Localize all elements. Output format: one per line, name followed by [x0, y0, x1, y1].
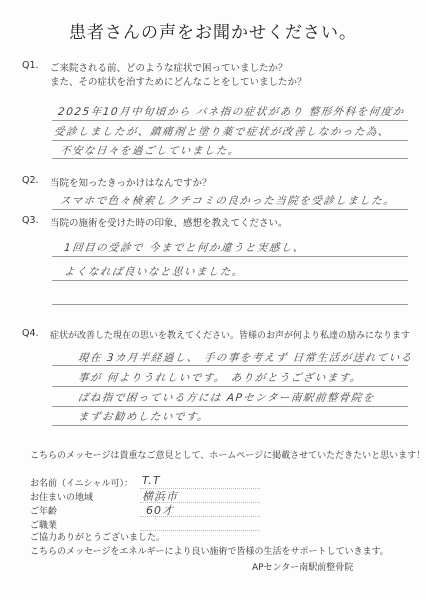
- q3-rule-3: [52, 304, 408, 305]
- q4-rule-4: [52, 425, 408, 426]
- q2-question: 当院を知ったきっかけはなんですか？: [50, 178, 212, 189]
- q4-rule-2: [52, 386, 408, 387]
- name-value: T.T: [142, 474, 161, 487]
- q1-rule-1: [52, 120, 408, 121]
- q4-answer-line1: 現在 3カ月半経過し、 手の事を考えず 日常生活が送れている: [77, 352, 414, 364]
- q2-number: Q2.: [22, 175, 39, 186]
- q1-answer-line2: 受診しましたが、鎮痛剤と塗り薬で症状が改善しなかった為、: [53, 126, 391, 138]
- occupation-label: ご職業: [30, 521, 58, 531]
- name-label: お名前（イニシャル可）：: [30, 479, 133, 489]
- age-value: 60才: [146, 504, 174, 517]
- clinic-name: APセンター南駅前整骨院: [252, 563, 354, 573]
- q1-answer-line3: 不安な日々を過ごしていました。: [59, 145, 241, 157]
- q2-answer: スマホで色々検索しクチコミの良かった当院を受診しました。: [59, 195, 396, 207]
- region-label: お住まいの地域: [30, 493, 94, 503]
- publish-notice: こちらのメッセージは貴重なご意見として、ホームページに掲載させていただきたいと思います！: [30, 451, 426, 461]
- q1-rule-2: [52, 140, 408, 141]
- q3-rule-2: [52, 280, 408, 281]
- q3-answer-line1: 1回目の受診で 今までと何か違うと実感し、: [63, 242, 306, 254]
- q3-rule-1: [52, 256, 408, 257]
- age-label: ご年齢: [30, 507, 58, 517]
- q3-number: Q3.: [22, 215, 39, 226]
- region-value: 横浜市: [142, 490, 178, 503]
- q3-answer-line2: よくなれば良いなと思いました。: [63, 266, 245, 278]
- q4-rule-1: [52, 365, 408, 366]
- q3-question: 当院の施術を受けた時の印象、感想を教えてください。: [50, 218, 288, 229]
- q1-question-line1: ご来院される前、どのような症状で困っていましたか？: [50, 63, 288, 74]
- q1-rule-3: [52, 158, 408, 159]
- age-underline: [140, 516, 260, 517]
- q2-rule: [52, 209, 408, 210]
- thanks-text: ご協力ありがとうございました。: [30, 533, 166, 543]
- q4-answer-line4: まずお勧めしたいです。: [77, 411, 210, 423]
- q1-number: Q1.: [22, 60, 39, 71]
- q4-answer-line3: ばね指で困っている方には APセンター南駅前整骨院を: [77, 392, 376, 404]
- q4-rule-3: [52, 406, 408, 407]
- q4-question: 症状が改善した現在の思いを教えてください。皆様のお声が何より私達の励みになります: [50, 331, 411, 341]
- q4-number: Q4.: [22, 328, 39, 339]
- q1-question-line2: また、その症状を治すためにどんなことをしていましたか？: [50, 77, 307, 88]
- support-text: こちらのメッセージをエネルギーにより良い施術で皆様の生活をサポートしていきます。: [30, 547, 389, 557]
- q1-answer-line1: 2025年10月中旬頃から バネ指の症状があり 整形外科を何度か: [57, 106, 406, 118]
- page-title: 患者さんの声をお聞かせください。: [69, 23, 357, 43]
- q4-answer-line2: 事が 何よりうれしいです。 ありがとうございます。: [77, 372, 363, 384]
